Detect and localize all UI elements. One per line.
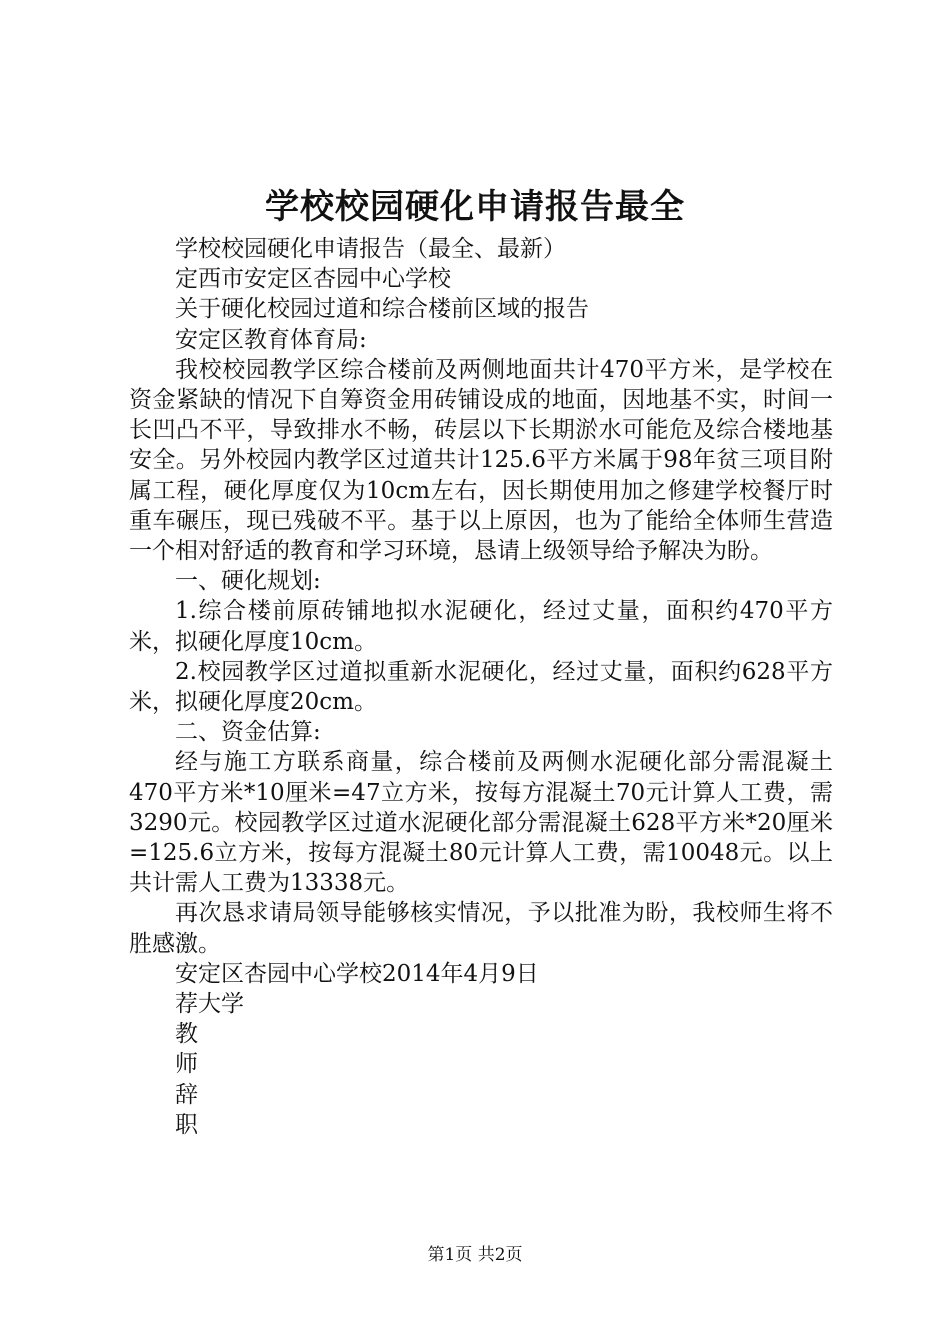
budget-paragraph: 经与施工方联系商量，综合楼前及两侧水泥硬化部分需混凝土470平方米*10厘米=47立方米，按每方混凝土70元计算人工费，需3290元。校园教学区过道水泥硬化部分需混凝土628平方米*20厘米=125.6立方米，按每方混凝土80元计算人工费，需10048元。以上共计需人工费为13338元。: [129, 749, 833, 897]
plan-item-1: 1.综合楼前原砖铺地拟水泥硬化，经过丈量，面积约470平方米，拟硬化厚度10cm。: [129, 598, 833, 655]
recipient-line: 安定区教育体育局:: [175, 326, 367, 353]
section-heading-budget: 二、资金估算:: [175, 719, 321, 746]
background-paragraph: 我校校园教学区综合楼前及两侧地面共计470平方米，是学校在资金紧缺的情况下自筹资金用砖铺设成的地面，因地基不实，时间一长凹凸不平，导致排水不畅，砖层以下长期淤水可能危及综合楼地基安全。另外校园内教学区过道共计125.6平方米属于98年贫三项目附属工程，硬化厚度仅为10cm左右，因长期使用加之修建学校餐厅时重车碾压，现已残破不平。基于以上原因，也为了能给全体师生营造一个相对舒适的教育和学习环境，恳请上级领导给予解决为盼。: [129, 356, 833, 565]
plan-item-2: 2.校园教学区过道拟重新水泥硬化，经过丈量，面积约628平方米，拟硬化厚度20cm。: [129, 658, 833, 716]
trailing-line-2: 教: [175, 1021, 198, 1048]
trailing-line-5: 职: [175, 1111, 198, 1138]
section-heading-plan: 一、硬化规划:: [175, 568, 321, 595]
subtitle-line: 学校校园硬化申请报告（最全、最新）: [175, 236, 566, 262]
document-title: 学校校园硬化申请报告最全: [265, 187, 685, 227]
school-name-line: 定西市安定区杏园中心学校: [175, 266, 451, 293]
signature-date-line: 安定区杏园中心学校2014年4月9日: [175, 960, 539, 987]
page-number-footer: 第1页 共2页: [427, 1245, 523, 1265]
trailing-line-1: 荐大学: [175, 991, 244, 1018]
document-body: [129, 234, 833, 1140]
trailing-line-3: 师: [175, 1051, 198, 1078]
closing-paragraph: 再次恳求请局领导能够核实情况，予以批准为盼，我校师生将不胜感激。: [129, 900, 833, 957]
trailing-line-4: 辞: [175, 1081, 198, 1108]
report-subject-line: 关于硬化校园过道和综合楼前区域的报告: [175, 296, 589, 323]
